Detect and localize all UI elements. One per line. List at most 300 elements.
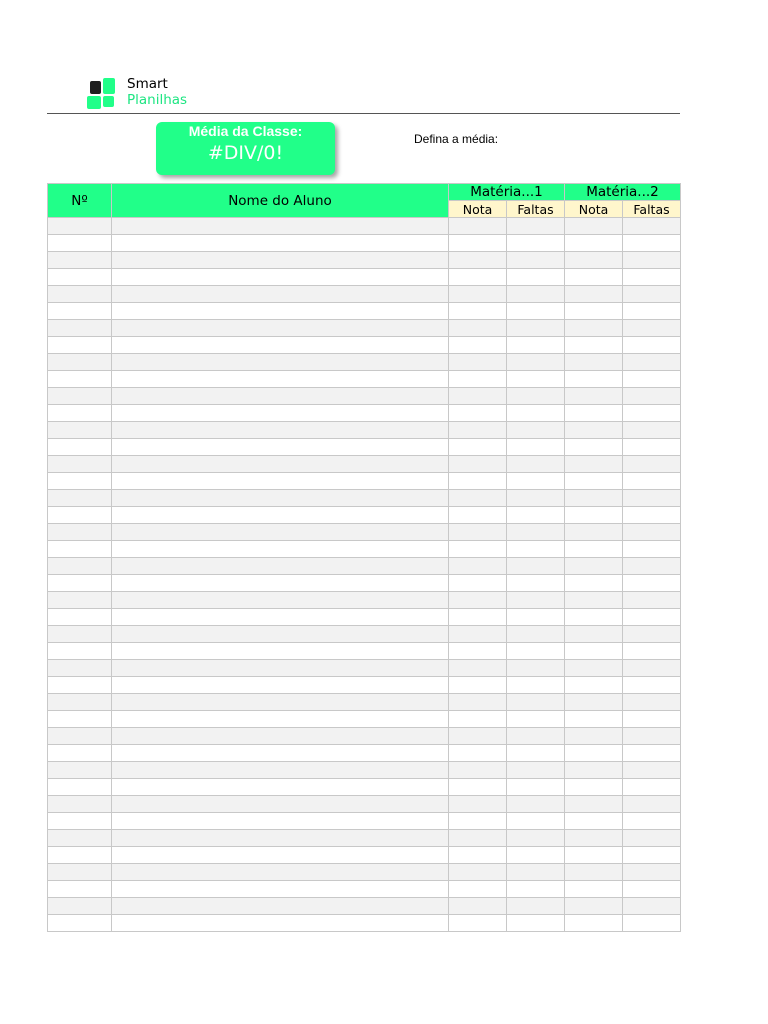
cell-subject-2-grade[interactable] <box>565 915 623 932</box>
cell-subject-1-absences[interactable] <box>507 881 565 898</box>
cell-subject-1-absences[interactable] <box>507 320 565 337</box>
cell-subject-1-grade[interactable] <box>449 575 507 592</box>
table-row <box>48 762 681 779</box>
cell-subject-1-absences[interactable] <box>507 796 565 813</box>
cell-number[interactable] <box>48 864 112 881</box>
cell-number[interactable] <box>48 660 112 677</box>
cell-student-name[interactable] <box>112 235 449 252</box>
cell-subject-1-grade[interactable] <box>449 660 507 677</box>
cell-student-name[interactable] <box>112 252 449 269</box>
cell-student-name[interactable] <box>112 779 449 796</box>
cell-number[interactable] <box>48 881 112 898</box>
cell-student-name[interactable] <box>112 626 449 643</box>
cell-subject-1-grade[interactable] <box>449 711 507 728</box>
cell-subject-2-absences[interactable] <box>623 490 681 507</box>
cell-subject-1-absences[interactable] <box>507 575 565 592</box>
cell-student-name[interactable] <box>112 354 449 371</box>
table-row <box>48 235 681 252</box>
cell-number[interactable] <box>48 575 112 592</box>
cell-subject-2-absences[interactable] <box>623 422 681 439</box>
cell-subject-1-absences[interactable] <box>507 473 565 490</box>
cell-subject-1-grade[interactable] <box>449 694 507 711</box>
cell-subject-2-grade[interactable] <box>565 473 623 490</box>
cell-subject-1-grade[interactable] <box>449 592 507 609</box>
brand-line-2: Planilhas <box>127 92 188 108</box>
cell-subject-2-grade[interactable] <box>565 813 623 830</box>
cell-student-name[interactable] <box>112 490 449 507</box>
grades-table <box>47 183 681 932</box>
cell-subject-2-absences[interactable] <box>623 864 681 881</box>
cell-student-name[interactable] <box>112 337 449 354</box>
cell-subject-1-grade[interactable] <box>449 405 507 422</box>
cell-subject-2-absences[interactable] <box>623 881 681 898</box>
header-subject-1-absences: Faltas <box>507 201 565 218</box>
cell-student-name[interactable] <box>112 269 449 286</box>
cell-student-name[interactable] <box>112 507 449 524</box>
cell-subject-1-grade[interactable] <box>449 490 507 507</box>
cell-subject-2-grade[interactable] <box>565 745 623 762</box>
table-row <box>48 711 681 728</box>
cell-subject-2-grade[interactable] <box>565 864 623 881</box>
cell-subject-1-grade[interactable] <box>449 422 507 439</box>
define-average-label: Defina a média: <box>414 132 499 146</box>
cell-subject-2-grade[interactable] <box>565 694 623 711</box>
cell-subject-1-absences[interactable] <box>507 490 565 507</box>
cell-student-name[interactable] <box>112 524 449 541</box>
cell-student-name[interactable] <box>112 609 449 626</box>
cell-subject-1-absences[interactable] <box>507 847 565 864</box>
cell-student-name[interactable] <box>112 439 449 456</box>
class-average-value: #DIV/0! <box>207 142 284 164</box>
cell-student-name[interactable] <box>112 303 449 320</box>
table-row <box>48 592 681 609</box>
cell-subject-1-absences[interactable] <box>507 439 565 456</box>
cell-number[interactable] <box>48 354 112 371</box>
cell-subject-1-absences[interactable] <box>507 660 565 677</box>
cell-subject-1-grade[interactable] <box>449 728 507 745</box>
cell-subject-1-absences[interactable] <box>507 269 565 286</box>
table-row <box>48 473 681 490</box>
cell-subject-1-absences[interactable] <box>507 558 565 575</box>
cell-student-name[interactable] <box>112 762 449 779</box>
cell-student-name[interactable] <box>112 643 449 660</box>
cell-subject-2-absences[interactable] <box>623 354 681 371</box>
table-row <box>48 541 681 558</box>
table-row <box>48 507 681 524</box>
cell-subject-1-absences[interactable] <box>507 252 565 269</box>
cell-student-name[interactable] <box>112 847 449 864</box>
table-row <box>48 456 681 473</box>
cell-subject-2-absences[interactable] <box>623 303 681 320</box>
cell-subject-2-grade[interactable] <box>565 898 623 915</box>
cell-subject-1-grade[interactable] <box>449 779 507 796</box>
table-row <box>48 881 681 898</box>
cell-subject-1-grade[interactable] <box>449 626 507 643</box>
cell-number[interactable] <box>48 286 112 303</box>
cell-number[interactable] <box>48 677 112 694</box>
cell-subject-2-grade[interactable] <box>565 218 623 235</box>
cell-subject-1-grade[interactable] <box>449 320 507 337</box>
table-row <box>48 252 681 269</box>
cell-subject-2-absences[interactable] <box>623 473 681 490</box>
cell-number[interactable] <box>48 796 112 813</box>
cell-subject-2-absences[interactable] <box>623 456 681 473</box>
cell-subject-1-grade[interactable] <box>449 524 507 541</box>
cell-student-name[interactable] <box>112 830 449 847</box>
table-row <box>48 813 681 830</box>
cell-subject-1-absences[interactable] <box>507 337 565 354</box>
cell-subject-1-absences[interactable] <box>507 830 565 847</box>
cell-subject-2-grade[interactable] <box>565 711 623 728</box>
cell-subject-2-absences[interactable] <box>623 439 681 456</box>
cell-subject-2-absences[interactable] <box>623 728 681 745</box>
cell-number[interactable] <box>48 541 112 558</box>
cell-subject-1-grade[interactable] <box>449 473 507 490</box>
cell-subject-1-grade[interactable] <box>449 898 507 915</box>
cell-subject-1-absences[interactable] <box>507 541 565 558</box>
cell-subject-2-absences[interactable] <box>623 320 681 337</box>
cell-number[interactable] <box>48 524 112 541</box>
cell-student-name[interactable] <box>112 915 449 932</box>
cell-subject-1-absences[interactable] <box>507 728 565 745</box>
cell-student-name[interactable] <box>112 745 449 762</box>
cell-subject-2-absences[interactable] <box>623 269 681 286</box>
cell-subject-2-absences[interactable] <box>623 762 681 779</box>
cell-number[interactable] <box>48 490 112 507</box>
cell-subject-1-grade[interactable] <box>449 915 507 932</box>
cell-subject-1-absences[interactable] <box>507 677 565 694</box>
cell-number[interactable] <box>48 830 112 847</box>
cell-subject-2-grade[interactable] <box>565 728 623 745</box>
cell-number[interactable] <box>48 235 112 252</box>
cell-subject-2-absences[interactable] <box>623 371 681 388</box>
cell-subject-2-grade[interactable] <box>565 626 623 643</box>
cell-subject-2-absences[interactable] <box>623 626 681 643</box>
cell-subject-2-absences[interactable] <box>623 592 681 609</box>
cell-number[interactable] <box>48 711 112 728</box>
cell-subject-2-grade[interactable] <box>565 371 623 388</box>
table-row <box>48 286 681 303</box>
cell-subject-2-absences[interactable] <box>623 745 681 762</box>
cell-subject-1-absences[interactable] <box>507 422 565 439</box>
cell-subject-1-absences[interactable] <box>507 303 565 320</box>
cell-number[interactable] <box>48 626 112 643</box>
cell-subject-2-absences[interactable] <box>623 541 681 558</box>
cell-number[interactable] <box>48 592 112 609</box>
cell-student-name[interactable] <box>112 541 449 558</box>
cell-subject-2-absences[interactable] <box>623 405 681 422</box>
cell-subject-1-grade[interactable] <box>449 388 507 405</box>
cell-subject-2-grade[interactable] <box>565 558 623 575</box>
cell-subject-2-grade[interactable] <box>565 507 623 524</box>
cell-subject-1-grade[interactable] <box>449 813 507 830</box>
cell-subject-1-absences[interactable] <box>507 745 565 762</box>
cell-subject-1-grade[interactable] <box>449 796 507 813</box>
cell-subject-2-grade[interactable] <box>565 575 623 592</box>
table-row <box>48 677 681 694</box>
table-row <box>48 796 681 813</box>
table-row <box>48 694 681 711</box>
cell-subject-1-grade[interactable] <box>449 269 507 286</box>
cell-subject-2-absences[interactable] <box>623 847 681 864</box>
header-number: Nº <box>48 184 112 218</box>
cell-number[interactable] <box>48 320 112 337</box>
table-row <box>48 422 681 439</box>
table-row <box>48 847 681 864</box>
cell-subject-2-grade[interactable] <box>565 439 623 456</box>
cell-subject-2-absences[interactable] <box>623 235 681 252</box>
cell-subject-2-grade[interactable] <box>565 524 623 541</box>
cell-student-name[interactable] <box>112 694 449 711</box>
cell-number[interactable] <box>48 405 112 422</box>
cell-number[interactable] <box>48 728 112 745</box>
cell-subject-1-grade[interactable] <box>449 745 507 762</box>
cell-subject-2-absences[interactable] <box>623 609 681 626</box>
cell-student-name[interactable] <box>112 796 449 813</box>
cell-number[interactable] <box>48 473 112 490</box>
table-row <box>48 303 681 320</box>
cell-subject-2-grade[interactable] <box>565 643 623 660</box>
table-row <box>48 830 681 847</box>
cell-student-name[interactable] <box>112 677 449 694</box>
cell-subject-2-absences[interactable] <box>623 830 681 847</box>
cell-subject-1-grade[interactable] <box>449 354 507 371</box>
cell-subject-2-absences[interactable] <box>623 643 681 660</box>
cell-subject-1-absences[interactable] <box>507 524 565 541</box>
table-row <box>48 660 681 677</box>
cell-subject-2-grade[interactable] <box>565 456 623 473</box>
table-row <box>48 439 681 456</box>
cell-number[interactable] <box>48 898 112 915</box>
cell-subject-1-grade[interactable] <box>449 881 507 898</box>
cell-number[interactable] <box>48 847 112 864</box>
cell-subject-2-grade[interactable] <box>565 303 623 320</box>
brand-line-1: Smart <box>127 76 168 92</box>
cell-student-name[interactable] <box>112 320 449 337</box>
cell-subject-2-absences[interactable] <box>623 677 681 694</box>
cell-subject-2-grade[interactable] <box>565 847 623 864</box>
cell-number[interactable] <box>48 643 112 660</box>
cell-subject-2-grade[interactable] <box>565 269 623 286</box>
cell-subject-2-grade[interactable] <box>565 796 623 813</box>
cell-subject-2-absences[interactable] <box>623 286 681 303</box>
cell-subject-2-absences[interactable] <box>623 337 681 354</box>
table-row <box>48 643 681 660</box>
cell-subject-1-absences[interactable] <box>507 456 565 473</box>
cell-subject-2-grade[interactable] <box>565 405 623 422</box>
cell-subject-1-absences[interactable] <box>507 388 565 405</box>
table-row <box>48 779 681 796</box>
cell-student-name[interactable] <box>112 575 449 592</box>
cell-subject-2-grade[interactable] <box>565 388 623 405</box>
cell-subject-1-absences[interactable] <box>507 507 565 524</box>
cell-student-name[interactable] <box>112 558 449 575</box>
cell-subject-1-absences[interactable] <box>507 915 565 932</box>
cell-number[interactable] <box>48 507 112 524</box>
brand-name <box>127 76 187 108</box>
cell-subject-1-grade[interactable] <box>449 252 507 269</box>
cell-subject-2-grade[interactable] <box>565 252 623 269</box>
cell-number[interactable] <box>48 456 112 473</box>
header-subject-2-absences: Faltas <box>623 201 681 218</box>
cell-number[interactable] <box>48 609 112 626</box>
header-subject-2: Matéria...2 <box>565 184 681 201</box>
cell-student-name[interactable] <box>112 388 449 405</box>
cell-number[interactable] <box>48 337 112 354</box>
cell-student-name[interactable] <box>112 864 449 881</box>
cell-subject-2-absences[interactable] <box>623 898 681 915</box>
cell-subject-2-absences[interactable] <box>623 507 681 524</box>
cell-number[interactable] <box>48 779 112 796</box>
cell-subject-2-grade[interactable] <box>565 677 623 694</box>
table-row <box>48 558 681 575</box>
cell-student-name[interactable] <box>112 813 449 830</box>
logo-icon <box>87 78 117 110</box>
cell-subject-1-absences[interactable] <box>507 864 565 881</box>
cell-subject-1-absences[interactable] <box>507 286 565 303</box>
cell-subject-2-grade[interactable] <box>565 422 623 439</box>
cell-subject-1-grade[interactable] <box>449 507 507 524</box>
cell-subject-2-absences[interactable] <box>623 252 681 269</box>
cell-subject-2-grade[interactable] <box>565 354 623 371</box>
cell-student-name[interactable] <box>112 422 449 439</box>
cell-subject-1-grade[interactable] <box>449 439 507 456</box>
cell-subject-1-absences[interactable] <box>507 898 565 915</box>
cell-number[interactable] <box>48 252 112 269</box>
cell-subject-1-grade[interactable] <box>449 303 507 320</box>
cell-subject-1-absences[interactable] <box>507 779 565 796</box>
cell-subject-1-absences[interactable] <box>507 235 565 252</box>
cell-number[interactable] <box>48 439 112 456</box>
cell-number[interactable] <box>48 745 112 762</box>
cell-student-name[interactable] <box>112 286 449 303</box>
cell-number[interactable] <box>48 915 112 932</box>
cell-subject-1-absences[interactable] <box>507 694 565 711</box>
cell-number[interactable] <box>48 269 112 286</box>
cell-subject-2-grade[interactable] <box>565 490 623 507</box>
cell-subject-1-absences[interactable] <box>507 643 565 660</box>
cell-subject-1-absences[interactable] <box>507 626 565 643</box>
cell-subject-1-grade[interactable] <box>449 847 507 864</box>
class-average-card <box>156 122 335 175</box>
cell-subject-2-absences[interactable] <box>623 694 681 711</box>
cell-subject-2-grade[interactable] <box>565 320 623 337</box>
cell-student-name[interactable] <box>112 371 449 388</box>
cell-subject-2-grade[interactable] <box>565 609 623 626</box>
cell-student-name[interactable] <box>112 456 449 473</box>
cell-number[interactable] <box>48 422 112 439</box>
cell-subject-1-grade[interactable] <box>449 762 507 779</box>
cell-subject-1-absences[interactable] <box>507 218 565 235</box>
cell-subject-1-grade[interactable] <box>449 541 507 558</box>
cell-subject-1-absences[interactable] <box>507 762 565 779</box>
cell-subject-2-absences[interactable] <box>623 711 681 728</box>
cell-subject-2-absences[interactable] <box>623 796 681 813</box>
header-subject-1: Matéria...1 <box>449 184 565 201</box>
cell-number[interactable] <box>48 303 112 320</box>
cell-subject-1-grade[interactable] <box>449 830 507 847</box>
table-row <box>48 864 681 881</box>
cell-subject-1-absences[interactable] <box>507 813 565 830</box>
table-row <box>48 898 681 915</box>
cell-subject-2-grade[interactable] <box>565 660 623 677</box>
cell-subject-2-absences[interactable] <box>623 524 681 541</box>
table-row <box>48 269 681 286</box>
cell-number[interactable] <box>48 762 112 779</box>
cell-subject-2-grade[interactable] <box>565 541 623 558</box>
cell-subject-1-grade[interactable] <box>449 677 507 694</box>
cell-subject-1-absences[interactable] <box>507 609 565 626</box>
cell-student-name[interactable] <box>112 592 449 609</box>
table-row <box>48 575 681 592</box>
table-row <box>48 405 681 422</box>
cell-subject-1-grade[interactable] <box>449 337 507 354</box>
cell-subject-2-absences[interactable] <box>623 388 681 405</box>
cell-subject-1-absences[interactable] <box>507 592 565 609</box>
cell-subject-1-grade[interactable] <box>449 235 507 252</box>
cell-number[interactable] <box>48 694 112 711</box>
table-row <box>48 320 681 337</box>
cell-subject-2-grade[interactable] <box>565 337 623 354</box>
cell-student-name[interactable] <box>112 711 449 728</box>
cell-subject-1-grade[interactable] <box>449 864 507 881</box>
cell-subject-2-absences[interactable] <box>623 660 681 677</box>
cell-student-name[interactable] <box>112 728 449 745</box>
cell-subject-1-grade[interactable] <box>449 218 507 235</box>
cell-subject-1-absences[interactable] <box>507 371 565 388</box>
cell-subject-1-absences[interactable] <box>507 405 565 422</box>
table-row <box>48 626 681 643</box>
cell-number[interactable] <box>48 218 112 235</box>
cell-subject-2-grade[interactable] <box>565 235 623 252</box>
cell-subject-2-absences[interactable] <box>623 218 681 235</box>
cell-subject-2-grade[interactable] <box>565 779 623 796</box>
cell-student-name[interactable] <box>112 473 449 490</box>
cell-subject-2-absences[interactable] <box>623 813 681 830</box>
cell-subject-2-grade[interactable] <box>565 286 623 303</box>
table-row <box>48 218 681 235</box>
cell-student-name[interactable] <box>112 898 449 915</box>
cell-number[interactable] <box>48 813 112 830</box>
cell-student-name[interactable] <box>112 405 449 422</box>
cell-subject-1-absences[interactable] <box>507 354 565 371</box>
table-row <box>48 490 681 507</box>
cell-subject-1-grade[interactable] <box>449 643 507 660</box>
cell-number[interactable] <box>48 371 112 388</box>
cell-subject-2-grade[interactable] <box>565 762 623 779</box>
cell-number[interactable] <box>48 558 112 575</box>
cell-subject-2-grade[interactable] <box>565 881 623 898</box>
cell-subject-1-grade[interactable] <box>449 558 507 575</box>
header-student-name: Nome do Aluno <box>112 184 449 218</box>
cell-subject-2-absences[interactable] <box>623 915 681 932</box>
cell-subject-2-grade[interactable] <box>565 830 623 847</box>
table-row <box>48 354 681 371</box>
cell-student-name[interactable] <box>112 660 449 677</box>
cell-subject-2-absences[interactable] <box>623 575 681 592</box>
cell-subject-2-absences[interactable] <box>623 558 681 575</box>
cell-subject-1-absences[interactable] <box>507 711 565 728</box>
cell-subject-1-grade[interactable] <box>449 371 507 388</box>
cell-student-name[interactable] <box>112 218 449 235</box>
cell-subject-2-grade[interactable] <box>565 592 623 609</box>
cell-subject-1-grade[interactable] <box>449 286 507 303</box>
cell-subject-1-grade[interactable] <box>449 609 507 626</box>
cell-subject-1-grade[interactable] <box>449 456 507 473</box>
cell-subject-2-absences[interactable] <box>623 779 681 796</box>
cell-student-name[interactable] <box>112 881 449 898</box>
cell-number[interactable] <box>48 388 112 405</box>
